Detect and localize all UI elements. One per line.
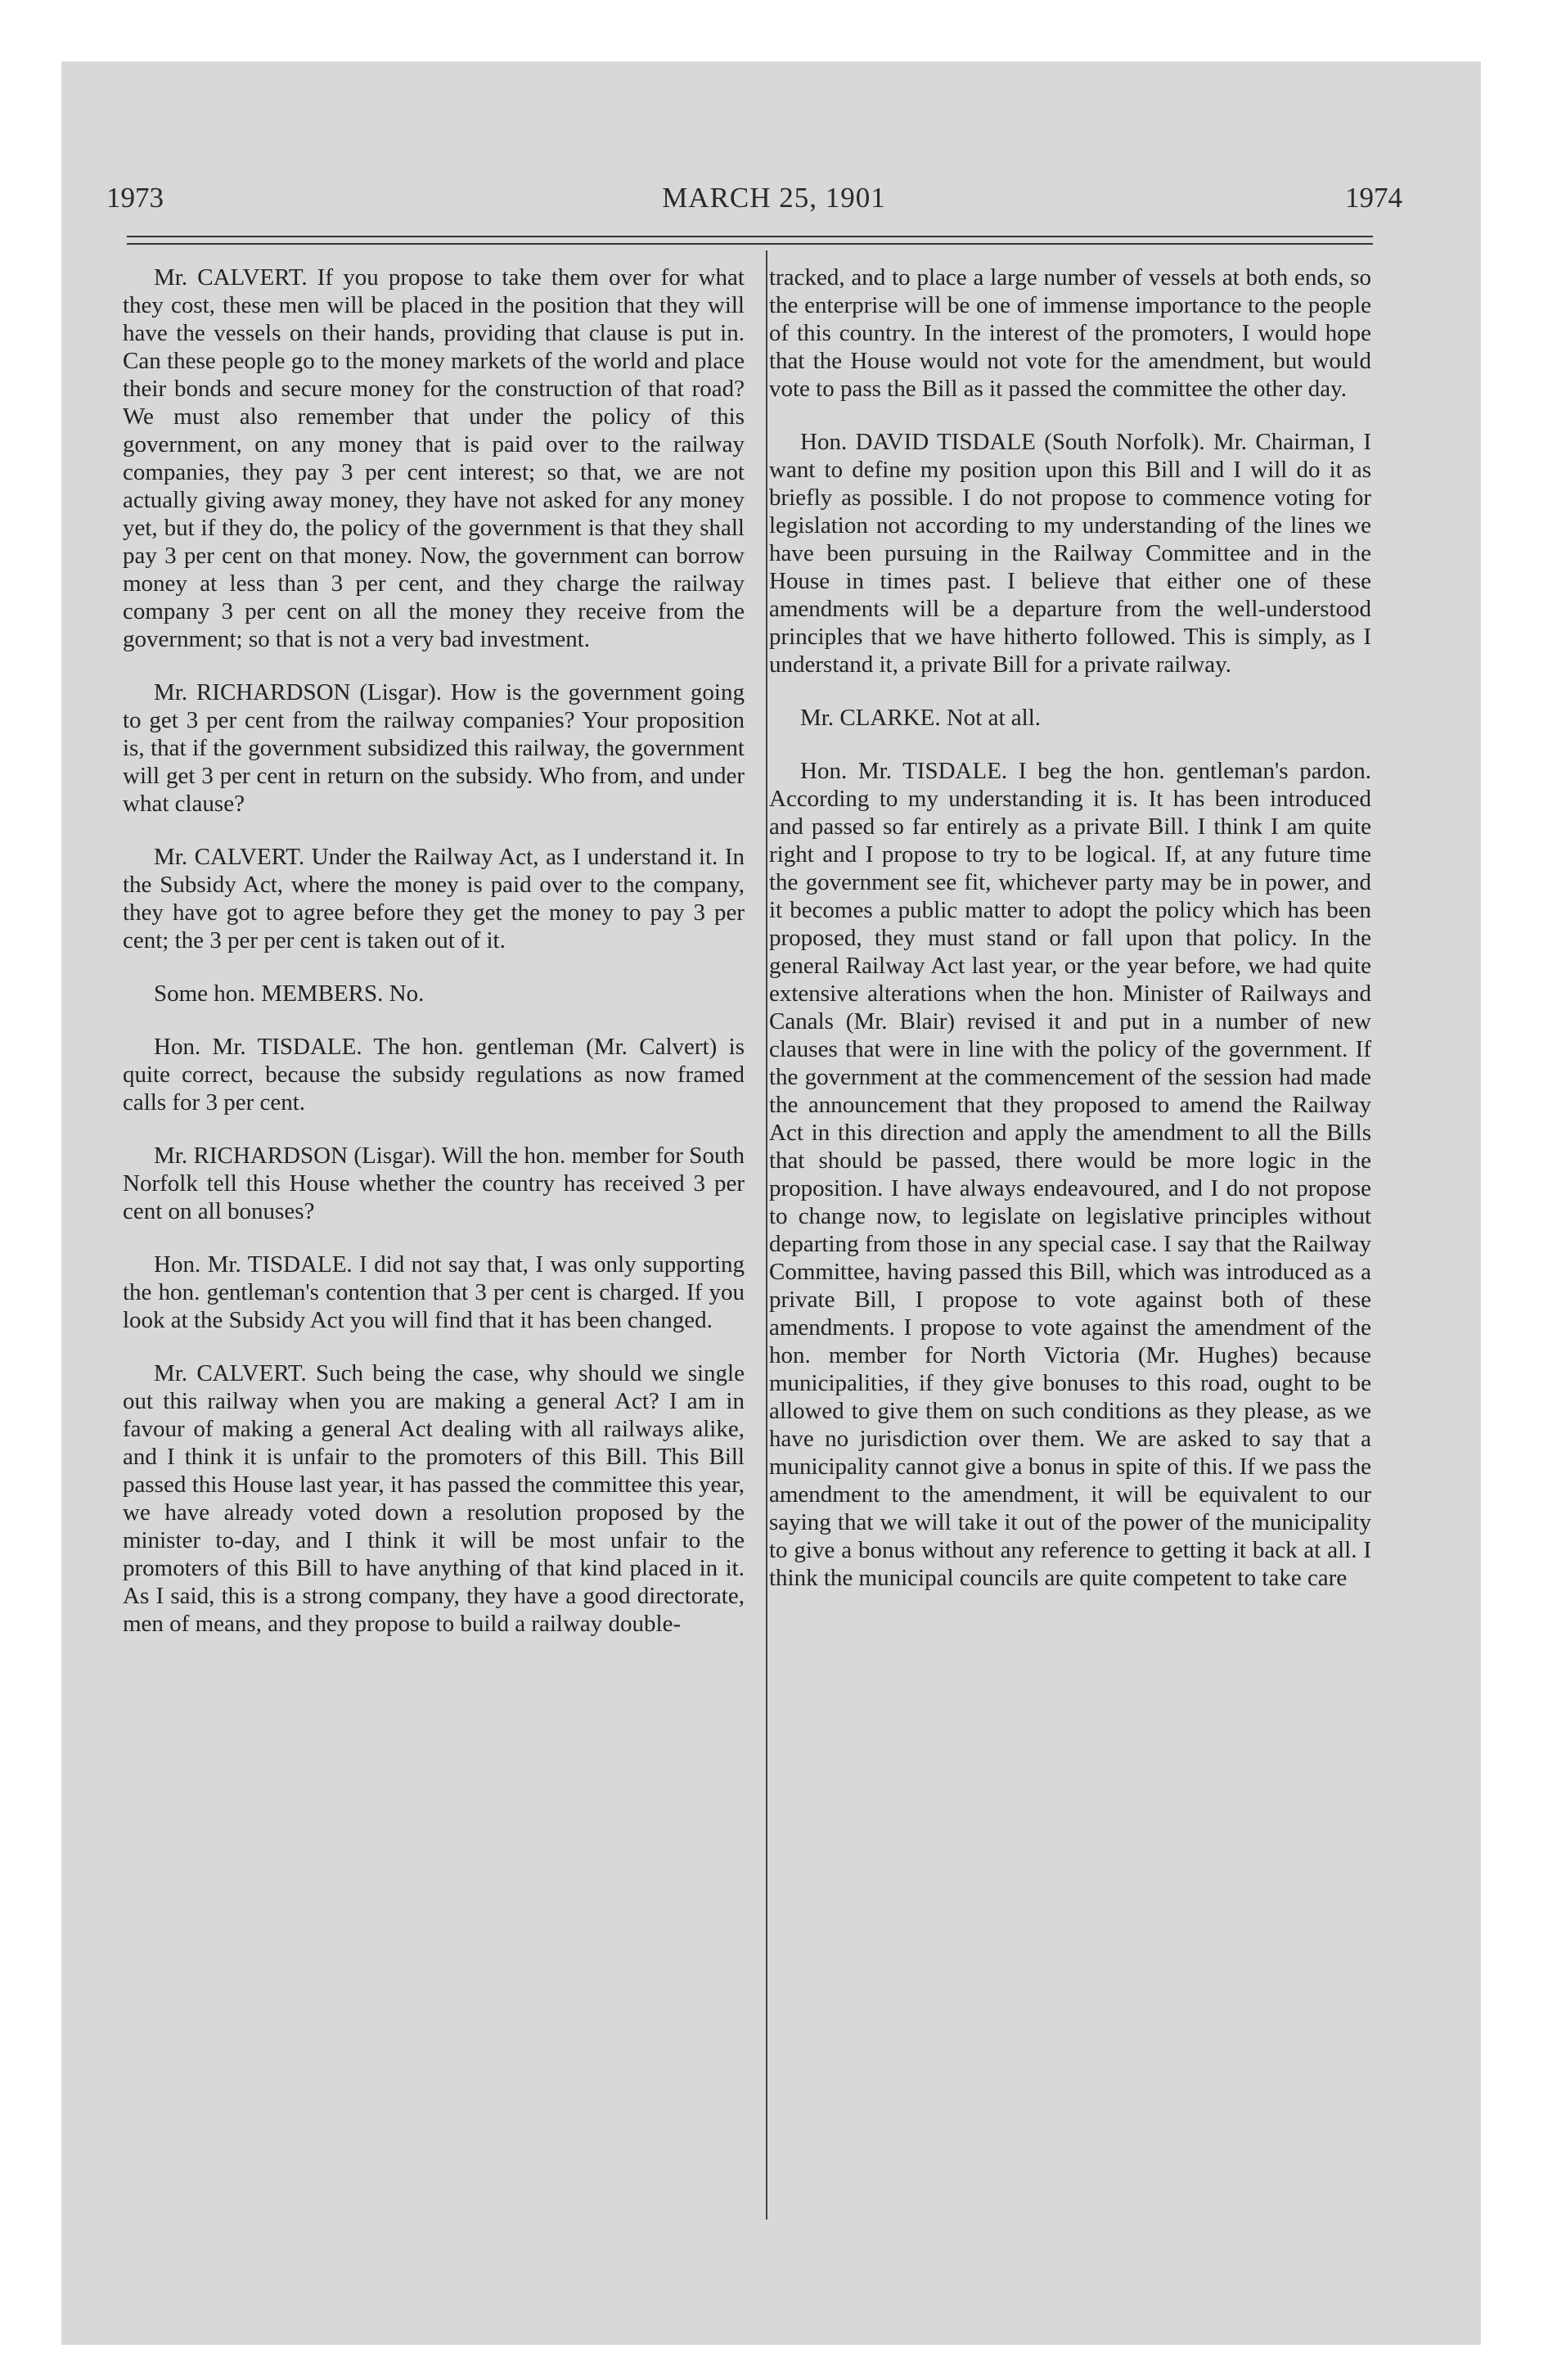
paragraph: Some hon. MEMBERS. No.	[154, 980, 425, 1007]
paragraph: Mr. RICHARDSON (Lisgar). Will the hon. member for South Norfolk tell this House whether the country has received 3 per cent on all bonuses?	[123, 1143, 745, 1224]
right-column	[769, 264, 1371, 1617]
paragraph: Hon. Mr. TISDALE. The hon. gentleman (Mr. Calvert) is quite correct, because the subsidy regulations as now framed calls for 3 per cent.	[123, 1034, 745, 1116]
paragraph: Mr. CALVERT. Such being the case, why should we single out this railway when you are making a general Act? I am in favour of making a general Act dealing with all railways alike, and I think it is unfair to the promoters of this Bill. This Bill passed this House last year, it has passed the committee this year, we have already voted down a resolution proposed by the minister to-day, and I think it will be most unfair to the promoters of this Bill to have anything of that kind placed in it. As I said, this is a strong company, they have a good directorate, men of means, and they propose to build a railway double-	[123, 1360, 745, 1637]
header-rule-top	[127, 236, 1373, 237]
paragraph: Hon. Mr. TISDALE. I beg the hon. gentleman's pardon. According to my understanding it is. It has been introduced and passed so far entirely as a private Bill. I think I am quite right and I propose to try to be logical. If, at any future time the government see fit, whichever party may be in power, and it becomes a public matter to adopt the policy which has been proposed, they must stand or fall upon that policy. In the general Railway Act last year, or the year before, we had quite extensive alterations when the hon. Minister of Railways and Canals (Mr. Blair) revised it and put in a number of new clauses that were in line with the policy of the government. If the government at the commencement of the session had made the announcement that they proposed to amend the Railway Act in this direction and apply the amendment to all the Bills that should be passed, there would be more logic in the proposition. I have always endeavoured, and I do not propose to change now, to legislate on legislative principles without departing from those in any special case. I say that the Railway Committee, having passed this Bill, which was introduced as a private Bill, I propose to vote against both of these amendments. I propose to vote against the amendment of the hon. member for North Victoria (Mr. Hughes) because municipalities, if they give bonuses to this road, ought to be allowed to give them on such conditions as they please, as we have no jurisdiction over them. We are asked to say that a municipality cannot give a bonus in spite of this. If we pass the amendment to the amendment, it will be equivalent to our saying that we will take it out of the power of the municipality to give a bonus without any reference to getting it back at all. I think the municipal councils are quite competent to take care	[769, 758, 1371, 1591]
paragraph-continuation: tracked, and to place a large number of vessels at both ends, so the enterprise will be one of immense importance to the people of this country. In the interest of the promoters, I would hope that the House would not vote for the amendment, but would vote to pass the Bill as it passed the committee the other day.	[769, 264, 1371, 402]
page-header	[0, 182, 1548, 214]
paragraph: Mr. RICHARDSON (Lisgar). How is the government going to get 3 per cent from the railway companies? Your proposition is, that if the government subsidized this railway, the government will get 3 per cent in return on the subsidy. Who from, and under what clause?	[123, 679, 745, 817]
column-divider	[766, 250, 767, 2220]
paragraph: Hon. Mr. TISDALE. I did not say that, I was only supporting the hon. gentleman's contention that 3 per cent is charged. If you look at the Subsidy Act you will find that it has been changed.	[123, 1251, 745, 1333]
paragraph: Hon. DAVID TISDALE (South Norfolk). Mr. Chairman, I want to define my position upon this Bill and I will do it as briefly as possible. I do not propose to commence voting for legislation not according to my understanding of the lines we have been pursuing in the Railway Committee and in the House in times past. I believe that either one of these amendments will be a departure from the well-understood principles that we have hitherto followed. This is simply, as I understand it, a private Bill for a private railway.	[769, 429, 1371, 678]
paragraph: Mr. CLARKE. Not at all.	[800, 705, 1042, 731]
paragraph: Mr. CALVERT. Under the Railway Act, as I understand it. In the Subsidy Act, where the money is paid over to the company, they have got to agree before they get the money to pay 3 per cent; the 3 per per cent is taken out of it.	[123, 844, 745, 953]
paragraph: Mr. CALVERT. If you propose to take them over for what they cost, these men will be placed in the position that they will have the vessels on their hands, providing that clause is put in. Can these people go to the money markets of the world and place their bonds and secure money for the construction of that road? We must also remember that under the policy of this government, on any money that is paid over to the railway companies, they pay 3 per cent interest; so that, we are not actually giving away money, they have not asked for any money yet, but if they do, the policy of the government is that they shall pay 3 per cent on that money. Now, the government can borrow money at less than 3 per cent, and they charge the railway company 3 per cent on all the money they receive from the government; so that is not a very bad investment.	[123, 264, 745, 652]
page-number-left: 1973	[106, 182, 164, 214]
header-rule-bottom	[127, 243, 1373, 245]
page-number-right: 1974	[1345, 182, 1402, 214]
page-date: MARCH 25, 1901	[662, 182, 886, 214]
left-column	[123, 264, 745, 1663]
